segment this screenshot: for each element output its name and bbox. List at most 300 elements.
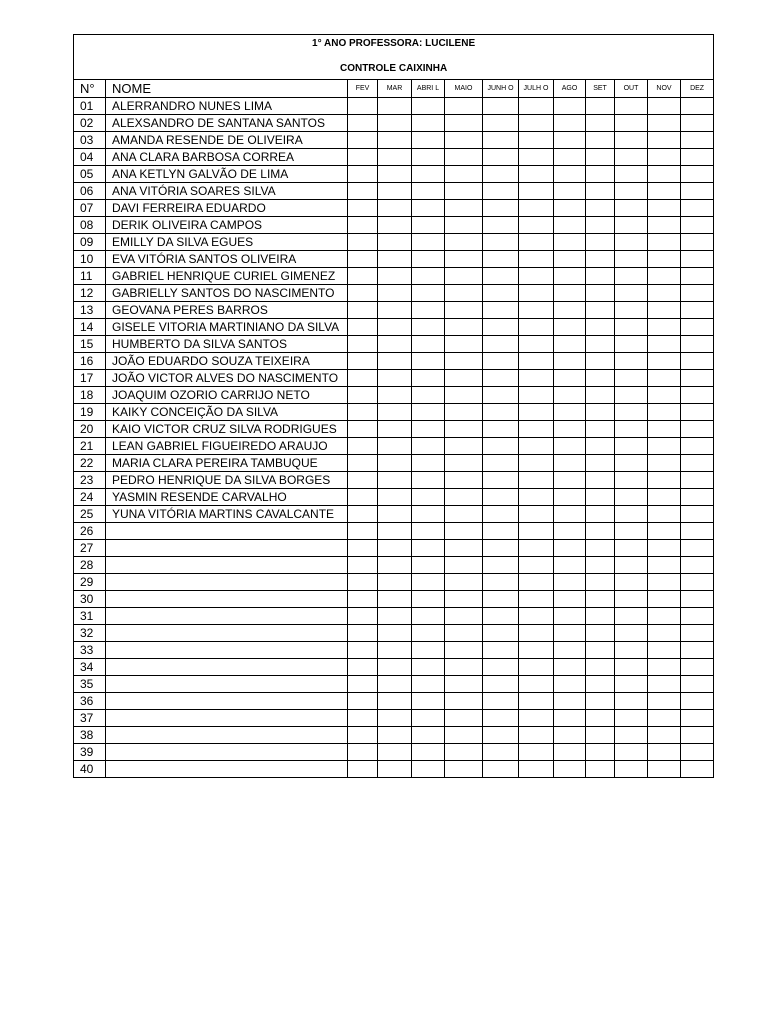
month-cell[interactable] bbox=[519, 761, 554, 778]
month-cell[interactable] bbox=[412, 591, 445, 608]
month-cell[interactable] bbox=[378, 744, 412, 761]
month-cell[interactable] bbox=[586, 183, 615, 200]
month-cell[interactable] bbox=[681, 693, 714, 710]
month-cell[interactable] bbox=[348, 506, 378, 523]
month-cell[interactable] bbox=[681, 506, 714, 523]
month-cell[interactable] bbox=[586, 574, 615, 591]
month-cell[interactable] bbox=[378, 455, 412, 472]
month-cell[interactable] bbox=[348, 761, 378, 778]
month-cell[interactable] bbox=[445, 115, 483, 132]
month-cell[interactable] bbox=[554, 523, 586, 540]
month-cell[interactable] bbox=[348, 574, 378, 591]
month-cell[interactable] bbox=[348, 540, 378, 557]
month-cell[interactable] bbox=[348, 625, 378, 642]
month-cell[interactable] bbox=[519, 472, 554, 489]
month-cell[interactable] bbox=[348, 98, 378, 115]
month-cell[interactable] bbox=[648, 421, 681, 438]
month-cell[interactable] bbox=[586, 115, 615, 132]
month-cell[interactable] bbox=[412, 540, 445, 557]
month-cell[interactable] bbox=[483, 217, 519, 234]
month-cell[interactable] bbox=[615, 659, 648, 676]
month-cell[interactable] bbox=[378, 370, 412, 387]
month-cell[interactable] bbox=[348, 285, 378, 302]
month-cell[interactable] bbox=[648, 149, 681, 166]
month-cell[interactable] bbox=[554, 591, 586, 608]
month-cell[interactable] bbox=[445, 421, 483, 438]
month-cell[interactable] bbox=[615, 727, 648, 744]
month-cell[interactable] bbox=[648, 438, 681, 455]
month-cell[interactable] bbox=[554, 761, 586, 778]
month-cell[interactable] bbox=[554, 302, 586, 319]
month-cell[interactable] bbox=[378, 506, 412, 523]
month-cell[interactable] bbox=[519, 608, 554, 625]
month-cell[interactable] bbox=[648, 370, 681, 387]
month-cell[interactable] bbox=[681, 489, 714, 506]
month-cell[interactable] bbox=[615, 251, 648, 268]
month-cell[interactable] bbox=[483, 251, 519, 268]
month-cell[interactable] bbox=[586, 285, 615, 302]
month-cell[interactable] bbox=[681, 540, 714, 557]
month-cell[interactable] bbox=[445, 574, 483, 591]
month-cell[interactable] bbox=[554, 132, 586, 149]
month-cell[interactable] bbox=[615, 98, 648, 115]
month-cell[interactable] bbox=[348, 659, 378, 676]
month-cell[interactable] bbox=[483, 98, 519, 115]
month-cell[interactable] bbox=[445, 268, 483, 285]
month-cell[interactable] bbox=[348, 421, 378, 438]
month-cell[interactable] bbox=[519, 659, 554, 676]
month-cell[interactable] bbox=[615, 132, 648, 149]
month-cell[interactable] bbox=[648, 625, 681, 642]
month-cell[interactable] bbox=[445, 319, 483, 336]
month-cell[interactable] bbox=[412, 166, 445, 183]
month-cell[interactable] bbox=[519, 591, 554, 608]
month-cell[interactable] bbox=[681, 336, 714, 353]
month-cell[interactable] bbox=[412, 268, 445, 285]
month-cell[interactable] bbox=[412, 727, 445, 744]
month-cell[interactable] bbox=[615, 472, 648, 489]
month-cell[interactable] bbox=[681, 472, 714, 489]
month-cell[interactable] bbox=[615, 217, 648, 234]
month-cell[interactable] bbox=[681, 353, 714, 370]
month-cell[interactable] bbox=[648, 489, 681, 506]
month-cell[interactable] bbox=[554, 115, 586, 132]
month-cell[interactable] bbox=[519, 251, 554, 268]
month-cell[interactable] bbox=[586, 744, 615, 761]
month-cell[interactable] bbox=[615, 234, 648, 251]
month-cell[interactable] bbox=[615, 693, 648, 710]
month-cell[interactable] bbox=[378, 234, 412, 251]
month-cell[interactable] bbox=[586, 761, 615, 778]
month-cell[interactable] bbox=[483, 540, 519, 557]
month-cell[interactable] bbox=[586, 625, 615, 642]
month-cell[interactable] bbox=[519, 710, 554, 727]
month-cell[interactable] bbox=[378, 557, 412, 574]
month-cell[interactable] bbox=[681, 744, 714, 761]
month-cell[interactable] bbox=[483, 387, 519, 404]
month-cell[interactable] bbox=[519, 574, 554, 591]
month-cell[interactable] bbox=[412, 98, 445, 115]
month-cell[interactable] bbox=[681, 642, 714, 659]
month-cell[interactable] bbox=[648, 387, 681, 404]
month-cell[interactable] bbox=[378, 387, 412, 404]
month-cell[interactable] bbox=[378, 319, 412, 336]
month-cell[interactable] bbox=[445, 591, 483, 608]
month-cell[interactable] bbox=[412, 387, 445, 404]
month-cell[interactable] bbox=[445, 523, 483, 540]
month-cell[interactable] bbox=[348, 268, 378, 285]
month-cell[interactable] bbox=[554, 251, 586, 268]
month-cell[interactable] bbox=[519, 115, 554, 132]
month-cell[interactable] bbox=[648, 693, 681, 710]
month-cell[interactable] bbox=[348, 591, 378, 608]
month-cell[interactable] bbox=[519, 404, 554, 421]
month-cell[interactable] bbox=[615, 455, 648, 472]
month-cell[interactable] bbox=[483, 149, 519, 166]
month-cell[interactable] bbox=[348, 727, 378, 744]
month-cell[interactable] bbox=[615, 761, 648, 778]
month-cell[interactable] bbox=[554, 438, 586, 455]
month-cell[interactable] bbox=[554, 234, 586, 251]
month-cell[interactable] bbox=[586, 591, 615, 608]
month-cell[interactable] bbox=[412, 489, 445, 506]
month-cell[interactable] bbox=[412, 285, 445, 302]
month-cell[interactable] bbox=[445, 234, 483, 251]
month-cell[interactable] bbox=[412, 676, 445, 693]
month-cell[interactable] bbox=[554, 200, 586, 217]
month-cell[interactable] bbox=[554, 370, 586, 387]
month-cell[interactable] bbox=[519, 217, 554, 234]
month-cell[interactable] bbox=[615, 166, 648, 183]
month-cell[interactable] bbox=[681, 251, 714, 268]
month-cell[interactable] bbox=[378, 659, 412, 676]
month-cell[interactable] bbox=[648, 761, 681, 778]
month-cell[interactable] bbox=[348, 149, 378, 166]
month-cell[interactable] bbox=[519, 302, 554, 319]
month-cell[interactable] bbox=[615, 302, 648, 319]
month-cell[interactable] bbox=[554, 625, 586, 642]
month-cell[interactable] bbox=[648, 183, 681, 200]
month-cell[interactable] bbox=[412, 659, 445, 676]
month-cell[interactable] bbox=[519, 693, 554, 710]
month-cell[interactable] bbox=[586, 268, 615, 285]
month-cell[interactable] bbox=[681, 183, 714, 200]
month-cell[interactable] bbox=[519, 455, 554, 472]
month-cell[interactable] bbox=[348, 166, 378, 183]
month-cell[interactable] bbox=[681, 676, 714, 693]
month-cell[interactable] bbox=[586, 506, 615, 523]
month-cell[interactable] bbox=[615, 421, 648, 438]
month-cell[interactable] bbox=[648, 251, 681, 268]
month-cell[interactable] bbox=[348, 744, 378, 761]
month-cell[interactable] bbox=[378, 98, 412, 115]
month-cell[interactable] bbox=[412, 642, 445, 659]
month-cell[interactable] bbox=[483, 727, 519, 744]
month-cell[interactable] bbox=[681, 710, 714, 727]
month-cell[interactable] bbox=[412, 472, 445, 489]
month-cell[interactable] bbox=[554, 506, 586, 523]
month-cell[interactable] bbox=[445, 540, 483, 557]
month-cell[interactable] bbox=[519, 642, 554, 659]
month-cell[interactable] bbox=[554, 693, 586, 710]
month-cell[interactable] bbox=[648, 98, 681, 115]
month-cell[interactable] bbox=[648, 115, 681, 132]
month-cell[interactable] bbox=[554, 319, 586, 336]
month-cell[interactable] bbox=[519, 336, 554, 353]
month-cell[interactable] bbox=[348, 710, 378, 727]
month-cell[interactable] bbox=[615, 489, 648, 506]
month-cell[interactable] bbox=[412, 336, 445, 353]
month-cell[interactable] bbox=[586, 608, 615, 625]
month-cell[interactable] bbox=[615, 285, 648, 302]
month-cell[interactable] bbox=[519, 676, 554, 693]
month-cell[interactable] bbox=[681, 98, 714, 115]
month-cell[interactable] bbox=[586, 217, 615, 234]
month-cell[interactable] bbox=[586, 319, 615, 336]
month-cell[interactable] bbox=[483, 183, 519, 200]
month-cell[interactable] bbox=[445, 404, 483, 421]
month-cell[interactable] bbox=[412, 693, 445, 710]
month-cell[interactable] bbox=[586, 557, 615, 574]
month-cell[interactable] bbox=[483, 472, 519, 489]
month-cell[interactable] bbox=[412, 608, 445, 625]
month-cell[interactable] bbox=[348, 336, 378, 353]
month-cell[interactable] bbox=[348, 642, 378, 659]
month-cell[interactable] bbox=[681, 761, 714, 778]
month-cell[interactable] bbox=[554, 183, 586, 200]
month-cell[interactable] bbox=[519, 506, 554, 523]
month-cell[interactable] bbox=[378, 404, 412, 421]
month-cell[interactable] bbox=[586, 523, 615, 540]
month-cell[interactable] bbox=[519, 625, 554, 642]
month-cell[interactable] bbox=[648, 455, 681, 472]
month-cell[interactable] bbox=[483, 404, 519, 421]
month-cell[interactable] bbox=[445, 693, 483, 710]
month-cell[interactable] bbox=[378, 574, 412, 591]
month-cell[interactable] bbox=[681, 727, 714, 744]
month-cell[interactable] bbox=[615, 268, 648, 285]
month-cell[interactable] bbox=[445, 217, 483, 234]
month-cell[interactable] bbox=[483, 710, 519, 727]
month-cell[interactable] bbox=[648, 336, 681, 353]
month-cell[interactable] bbox=[648, 540, 681, 557]
month-cell[interactable] bbox=[412, 523, 445, 540]
month-cell[interactable] bbox=[445, 132, 483, 149]
month-cell[interactable] bbox=[615, 387, 648, 404]
month-cell[interactable] bbox=[378, 727, 412, 744]
month-cell[interactable] bbox=[554, 404, 586, 421]
month-cell[interactable] bbox=[378, 336, 412, 353]
month-cell[interactable] bbox=[483, 625, 519, 642]
month-cell[interactable] bbox=[445, 710, 483, 727]
month-cell[interactable] bbox=[348, 319, 378, 336]
month-cell[interactable] bbox=[445, 166, 483, 183]
month-cell[interactable] bbox=[348, 370, 378, 387]
month-cell[interactable] bbox=[681, 574, 714, 591]
month-cell[interactable] bbox=[378, 302, 412, 319]
month-cell[interactable] bbox=[681, 523, 714, 540]
month-cell[interactable] bbox=[445, 353, 483, 370]
month-cell[interactable] bbox=[586, 387, 615, 404]
month-cell[interactable] bbox=[615, 557, 648, 574]
month-cell[interactable] bbox=[586, 727, 615, 744]
month-cell[interactable] bbox=[681, 557, 714, 574]
month-cell[interactable] bbox=[378, 642, 412, 659]
month-cell[interactable] bbox=[412, 506, 445, 523]
month-cell[interactable] bbox=[554, 608, 586, 625]
month-cell[interactable] bbox=[445, 387, 483, 404]
month-cell[interactable] bbox=[412, 370, 445, 387]
month-cell[interactable] bbox=[681, 370, 714, 387]
month-cell[interactable] bbox=[378, 540, 412, 557]
month-cell[interactable] bbox=[378, 268, 412, 285]
month-cell[interactable] bbox=[412, 438, 445, 455]
month-cell[interactable] bbox=[445, 676, 483, 693]
month-cell[interactable] bbox=[445, 98, 483, 115]
month-cell[interactable] bbox=[615, 506, 648, 523]
month-cell[interactable] bbox=[348, 557, 378, 574]
month-cell[interactable] bbox=[615, 200, 648, 217]
month-cell[interactable] bbox=[648, 217, 681, 234]
month-cell[interactable] bbox=[445, 200, 483, 217]
month-cell[interactable] bbox=[483, 693, 519, 710]
month-cell[interactable] bbox=[378, 523, 412, 540]
month-cell[interactable] bbox=[483, 421, 519, 438]
month-cell[interactable] bbox=[348, 489, 378, 506]
month-cell[interactable] bbox=[519, 353, 554, 370]
month-cell[interactable] bbox=[348, 217, 378, 234]
month-cell[interactable] bbox=[554, 727, 586, 744]
month-cell[interactable] bbox=[615, 336, 648, 353]
month-cell[interactable] bbox=[445, 489, 483, 506]
month-cell[interactable] bbox=[412, 455, 445, 472]
month-cell[interactable] bbox=[586, 336, 615, 353]
month-cell[interactable] bbox=[615, 404, 648, 421]
month-cell[interactable] bbox=[586, 710, 615, 727]
month-cell[interactable] bbox=[445, 370, 483, 387]
month-cell[interactable] bbox=[483, 200, 519, 217]
month-cell[interactable] bbox=[483, 302, 519, 319]
month-cell[interactable] bbox=[445, 149, 483, 166]
month-cell[interactable] bbox=[615, 540, 648, 557]
month-cell[interactable] bbox=[519, 421, 554, 438]
month-cell[interactable] bbox=[483, 659, 519, 676]
month-cell[interactable] bbox=[586, 234, 615, 251]
month-cell[interactable] bbox=[615, 149, 648, 166]
month-cell[interactable] bbox=[483, 591, 519, 608]
month-cell[interactable] bbox=[483, 642, 519, 659]
month-cell[interactable] bbox=[483, 523, 519, 540]
month-cell[interactable] bbox=[615, 591, 648, 608]
month-cell[interactable] bbox=[648, 608, 681, 625]
month-cell[interactable] bbox=[554, 268, 586, 285]
month-cell[interactable] bbox=[615, 642, 648, 659]
month-cell[interactable] bbox=[445, 608, 483, 625]
month-cell[interactable] bbox=[519, 387, 554, 404]
month-cell[interactable] bbox=[648, 200, 681, 217]
month-cell[interactable] bbox=[554, 285, 586, 302]
month-cell[interactable] bbox=[483, 285, 519, 302]
month-cell[interactable] bbox=[648, 642, 681, 659]
month-cell[interactable] bbox=[586, 540, 615, 557]
month-cell[interactable] bbox=[483, 761, 519, 778]
month-cell[interactable] bbox=[412, 574, 445, 591]
month-cell[interactable] bbox=[681, 200, 714, 217]
month-cell[interactable] bbox=[519, 200, 554, 217]
month-cell[interactable] bbox=[648, 574, 681, 591]
month-cell[interactable] bbox=[445, 183, 483, 200]
month-cell[interactable] bbox=[483, 336, 519, 353]
month-cell[interactable] bbox=[483, 234, 519, 251]
month-cell[interactable] bbox=[378, 591, 412, 608]
month-cell[interactable] bbox=[554, 455, 586, 472]
month-cell[interactable] bbox=[348, 523, 378, 540]
month-cell[interactable] bbox=[586, 353, 615, 370]
month-cell[interactable] bbox=[648, 353, 681, 370]
month-cell[interactable] bbox=[648, 727, 681, 744]
month-cell[interactable] bbox=[615, 115, 648, 132]
month-cell[interactable] bbox=[648, 472, 681, 489]
month-cell[interactable] bbox=[586, 200, 615, 217]
month-cell[interactable] bbox=[483, 132, 519, 149]
month-cell[interactable] bbox=[681, 387, 714, 404]
month-cell[interactable] bbox=[445, 727, 483, 744]
month-cell[interactable] bbox=[648, 302, 681, 319]
month-cell[interactable] bbox=[648, 744, 681, 761]
month-cell[interactable] bbox=[378, 472, 412, 489]
month-cell[interactable] bbox=[412, 302, 445, 319]
month-cell[interactable] bbox=[681, 115, 714, 132]
month-cell[interactable] bbox=[483, 115, 519, 132]
month-cell[interactable] bbox=[681, 234, 714, 251]
month-cell[interactable] bbox=[519, 370, 554, 387]
month-cell[interactable] bbox=[519, 523, 554, 540]
month-cell[interactable] bbox=[586, 251, 615, 268]
month-cell[interactable] bbox=[412, 115, 445, 132]
month-cell[interactable] bbox=[378, 421, 412, 438]
month-cell[interactable] bbox=[348, 115, 378, 132]
month-cell[interactable] bbox=[483, 574, 519, 591]
month-cell[interactable] bbox=[554, 166, 586, 183]
month-cell[interactable] bbox=[348, 353, 378, 370]
month-cell[interactable] bbox=[681, 608, 714, 625]
month-cell[interactable] bbox=[378, 115, 412, 132]
month-cell[interactable] bbox=[648, 591, 681, 608]
month-cell[interactable] bbox=[519, 234, 554, 251]
month-cell[interactable] bbox=[378, 761, 412, 778]
month-cell[interactable] bbox=[483, 268, 519, 285]
month-cell[interactable] bbox=[412, 710, 445, 727]
month-cell[interactable] bbox=[412, 183, 445, 200]
month-cell[interactable] bbox=[378, 353, 412, 370]
month-cell[interactable] bbox=[615, 438, 648, 455]
month-cell[interactable] bbox=[615, 574, 648, 591]
month-cell[interactable] bbox=[519, 132, 554, 149]
month-cell[interactable] bbox=[519, 438, 554, 455]
month-cell[interactable] bbox=[681, 404, 714, 421]
month-cell[interactable] bbox=[483, 744, 519, 761]
month-cell[interactable] bbox=[554, 489, 586, 506]
month-cell[interactable] bbox=[519, 489, 554, 506]
month-cell[interactable] bbox=[681, 132, 714, 149]
month-cell[interactable] bbox=[554, 659, 586, 676]
month-cell[interactable] bbox=[681, 591, 714, 608]
month-cell[interactable] bbox=[554, 642, 586, 659]
month-cell[interactable] bbox=[412, 421, 445, 438]
month-cell[interactable] bbox=[483, 489, 519, 506]
month-cell[interactable] bbox=[586, 98, 615, 115]
month-cell[interactable] bbox=[348, 404, 378, 421]
